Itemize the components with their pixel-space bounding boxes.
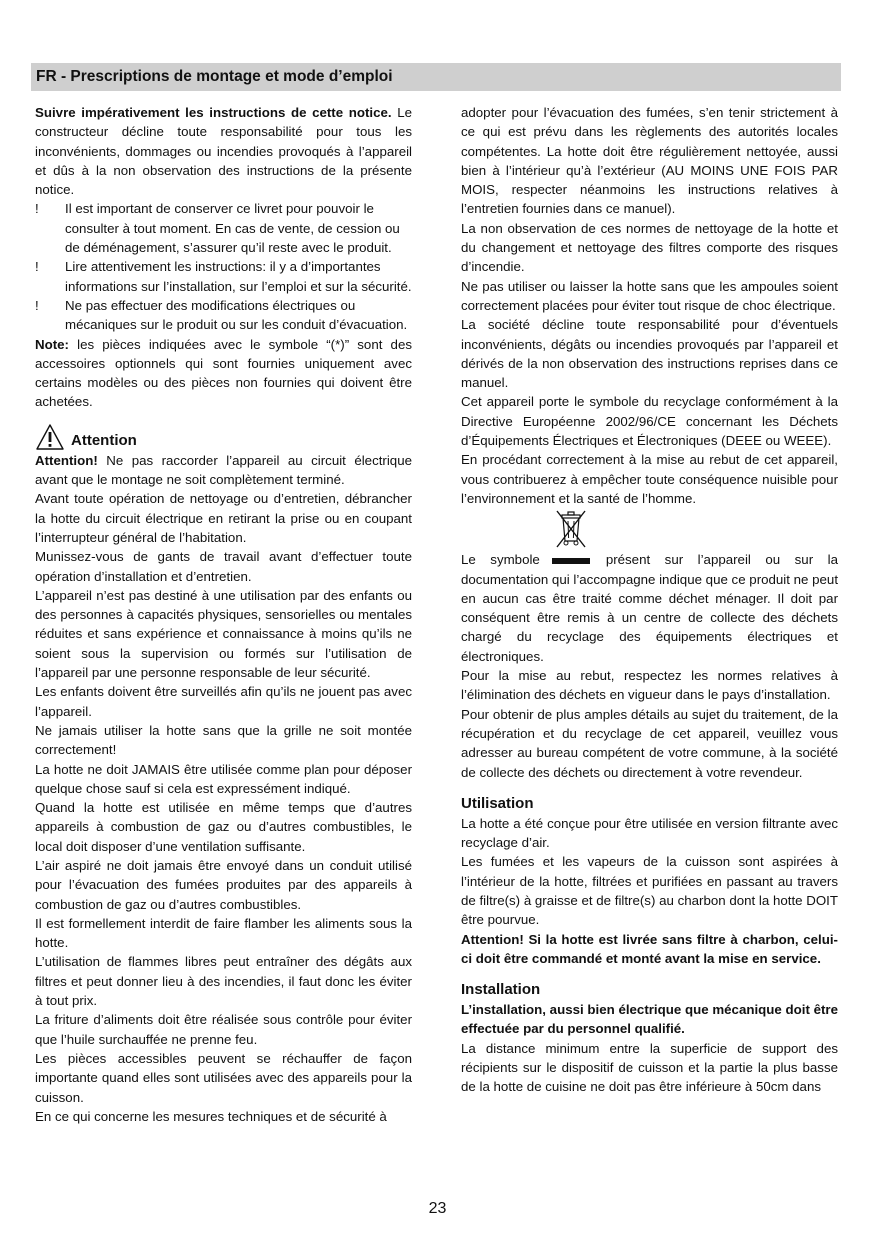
symbol-prefix: Le symbole xyxy=(461,552,540,568)
installation-warning: L’installation, aussi bien électrique que mécanique doit être effectuée par du personnel qualifié. xyxy=(461,1002,838,1037)
attention-bold: Attention! xyxy=(35,452,98,468)
exclamation-bullet: ! xyxy=(35,201,39,217)
paragraph: Les enfants doivent être surveillés afin qu’ils ne jouent pas avec l’appareil. xyxy=(35,684,412,719)
bullet-item xyxy=(35,296,412,335)
exclamation-bullet: ! xyxy=(35,297,39,313)
crossed-out-bin-icon xyxy=(554,509,588,549)
symbol-paragraph xyxy=(461,550,838,666)
paragraph: L’air aspiré ne doit jamais être envoyé dans un conduit utilisé pour l’évacuation des fumées produites par des appareils à combustion de gaz ou d’autres combustibles. xyxy=(35,857,412,912)
page-header xyxy=(31,63,841,91)
installation-heading: Installation xyxy=(461,981,541,999)
right-column xyxy=(461,103,838,1097)
attention-heading xyxy=(35,421,412,451)
paragraph: Les pièces accessibles peuvent se réchauffer de façon importante quand elles sont utilisées avec des appareils pour la cuisson. xyxy=(35,1050,412,1105)
paragraph: La distance minimum entre la superficie de support des récipients sur le dispositif de cuisson et la partie la plus basse de la hotte de cuisine ne doit pas être inférieure à 50cm dans xyxy=(461,1040,838,1095)
utilisation-heading: Utilisation xyxy=(461,794,534,812)
paragraph: La non observation de ces normes de nettoyage de la hotte et du changement et nettoyage des filtres comporte des risques d’incendie. xyxy=(461,220,838,275)
paragraph: En ce qui concerne les mesures techniques et de sécurité à xyxy=(35,1108,387,1124)
black-bar-icon xyxy=(552,558,590,564)
paragraph: Quand la hotte est utilisée en même temps que d’autres appareils à combustion de gaz ou d’autres combustibles, le local doit disposer d’une ventilation suffisante. xyxy=(35,800,412,854)
note-paragraph xyxy=(35,335,412,412)
bullet-item xyxy=(35,257,412,296)
intro-rest: Le constructeur décline toute responsabilité pour tous les inconvénients, dommages ou incendies provoqués à l’appareil et dûs à la non observation des instructions de la présente notice. xyxy=(35,105,412,198)
bullet-text: Ne pas effectuer des modifications électriques ou mécaniques sur le produit ou sur les conduit d’évacuation. xyxy=(65,297,408,333)
paragraph: Les fumées et les vapeurs de la cuisson sont aspirées à l’intérieur de la hotte, filtrées et purifiées en passant au travers de filtre(s) à graisse et de filtre(s) au charbon dont la hotte DOIT être pourvue. xyxy=(461,854,838,928)
bullet-text: Lire attentivement les instructions: il y a d’importantes informations sur l’installation, sur l’emploi et sur la sécurité. xyxy=(65,259,412,294)
utilisation-warning: Attention! Si la hotte est livrée sans filtre à charbon, celui-ci doit être commandé et monté avant la mise en service. xyxy=(461,931,838,966)
note-rest: les pièces indiquées avec le symbole “(*)” sont des accessoires optionnels qui sont fournies uniquement avec certains modèles ou des pièces non fournies qui doivent être achetées. xyxy=(35,336,412,410)
paragraph: En procédant correctement à la mise au rebut de cet appareil, vous contribuerez à empêcher toute conséquence nuisible pour l’environnement et la santé de l’homme. xyxy=(461,452,838,506)
left-column xyxy=(35,103,412,1126)
exclamation-bullet: ! xyxy=(35,259,39,275)
paragraph: Ne jamais utiliser la hotte sans que la grille ne soit montée correctement! xyxy=(35,722,412,758)
symbol-suffix: présent sur l’appareil ou sur la documentation qui l’accompagne indique que ce produit ne peut en aucun cas être traité comme déchet ménager. Il doit par conséquent être remis à un centre de collecte des déchets chargé du recyclage des équipements électriques et électroniques. xyxy=(461,552,839,664)
bullet-text: Il est important de conserver ce livret pour pouvoir le consulter à tout moment. En cas de vente, de cession ou de déménagement, s’assurer qu’il reste avec le produit. xyxy=(65,201,400,256)
attention-text: Ne pas raccorder l’appareil au circuit électrique avant que le montage ne soit complètement terminé. xyxy=(35,452,412,488)
header-title: FR - Prescriptions de montage et mode d’emploi xyxy=(36,68,393,85)
paragraph: Cet appareil porte le symbole du recyclage conformément à la Directive Européenne 2002/96/CE concernant les Déchets d’Équipements Électriques et Électroniques (DEEE ou WEEE). xyxy=(461,394,838,449)
note-bold: Note: xyxy=(35,336,69,352)
paragraph: La société décline toute responsabilité pour d’éventuels inconvénients, dégâts ou incendies provoqués par l’appareil et dérivés de la non observation des instructions reprises dans ce manuel. xyxy=(461,317,838,391)
warning-triangle-icon xyxy=(35,423,65,451)
intro-paragraph xyxy=(35,103,412,199)
intro-bold: Suivre impérativement les instructions de cette notice. xyxy=(35,105,392,120)
paragraph: La hotte a été conçue pour être utilisée en version filtrante avec recyclage d’air. xyxy=(461,815,838,851)
attention-paragraph xyxy=(35,451,412,490)
paragraph: La hotte ne doit JAMAIS être utilisée comme plan pour déposer quelque chose sauf si cela est expressément indiqué. xyxy=(35,761,412,796)
paragraph: Pour obtenir de plus amples détails au sujet du traitement, de la récupération et du recyclage de cet appareil, veuillez vous adresser au bureau compétent de votre commune, à la société de collecte des déchets ou directement à votre revendeur. xyxy=(461,706,838,780)
paragraph: adopter pour l’évacuation des fumées, s’en tenir strictement à ce qui est prévu dans les règlements des autorités locales compétentes. La hotte doit être régulièrement nettoyée, aussi bien à l’intérieur qu’à l’extérieur (AU MOINS UNE FOIS PAR MOIS, respecter néanmoins les instructions relatives à l’entretien fournies dans ce manuel). xyxy=(461,105,838,217)
paragraph: Pour la mise au rebut, respectez les normes relatives à l’élimination des déchets en vigueur dans le pays d’installation. xyxy=(461,668,838,703)
paragraph: Ne pas utiliser ou laisser la hotte sans que les ampoules soient correctement placées pour éviter tout risque de choc électrique. xyxy=(461,278,838,313)
paragraph: Munissez-vous de gants de travail avant d’effectuer toute opération d’installation et d’entretien. xyxy=(35,549,412,584)
paragraph: L’utilisation de flammes libres peut entraîner des dégâts aux filtres et peut donner lieu à des incendies, il faut donc les éviter à tout prix. xyxy=(35,954,412,1009)
bullet-item xyxy=(35,199,412,257)
weee-symbol-row xyxy=(461,508,838,550)
paragraph: Il est formellement interdit de faire flamber les aliments sous la hotte. xyxy=(35,915,412,951)
paragraph: L’appareil n’est pas destiné à une utilisation par des enfants ou des personnes à capacités physiques, sensorielles ou mentales réduites et sans expérience et connaissance à moins qu’ils ne soient sous la supervision ou formés sur l’utilisation de l’appareil par une personne responsable de leur sécurité. xyxy=(35,587,412,681)
paragraph: La friture d’aliments doit être réalisée sous contrôle pour éviter que l’huile surchauffée ne prenne feu. xyxy=(35,1012,412,1047)
attention-heading-text: Attention xyxy=(71,432,137,450)
paragraph: Avant toute opération de nettoyage ou d’entretien, débrancher la hotte du circuit électrique en retirant la prise ou en coupant l’interrupteur général de l’habitation. xyxy=(35,491,412,545)
page-number: 23 xyxy=(428,1200,447,1217)
